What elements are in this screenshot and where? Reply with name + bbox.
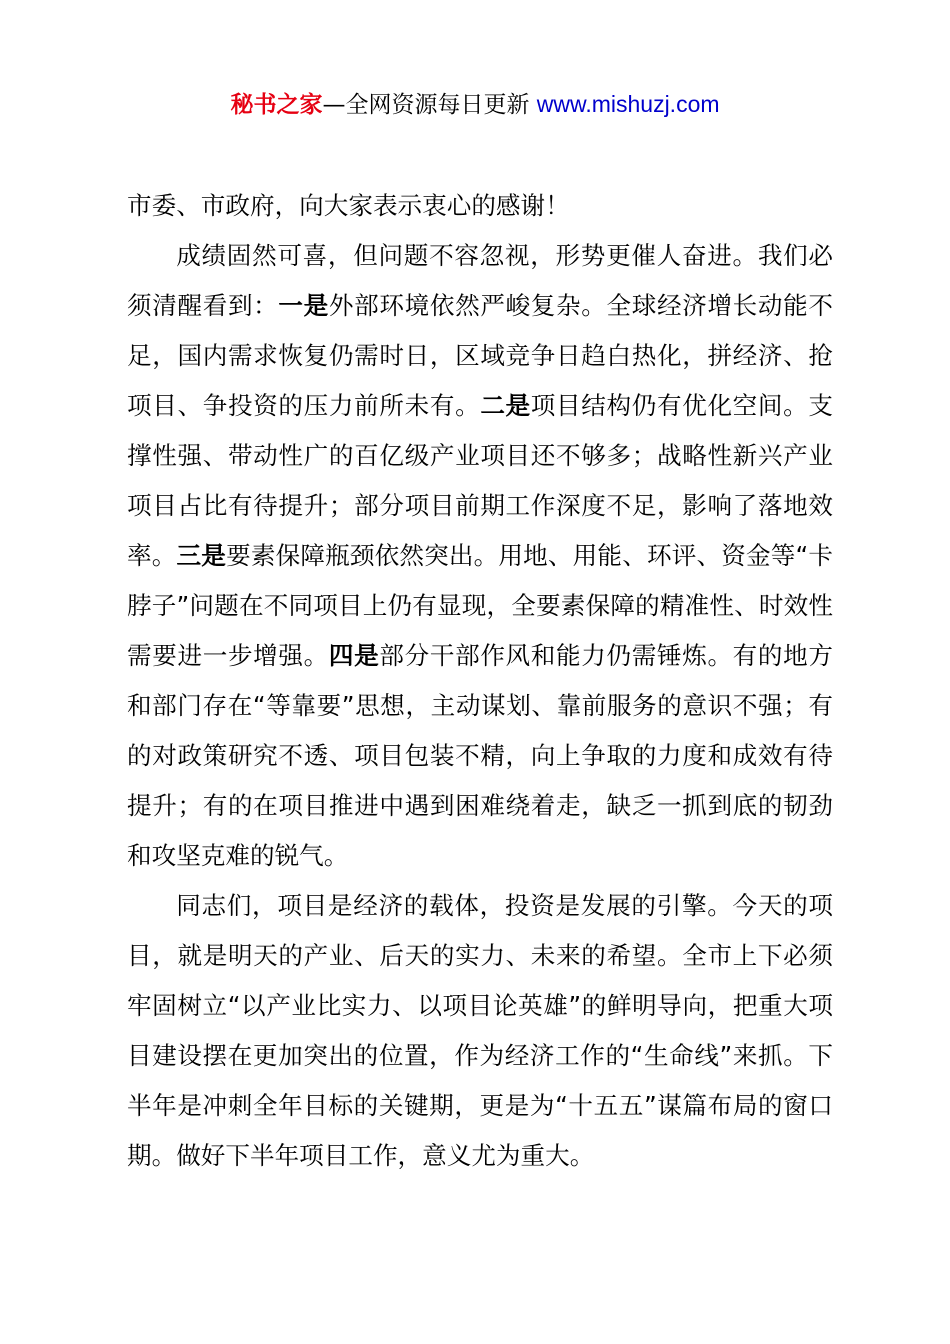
paragraph-2 [127, 231, 833, 881]
paragraph-1 [127, 181, 833, 231]
point-marker-2: 二是 [480, 391, 531, 420]
point-marker-4: 四是 [328, 641, 380, 670]
paragraph-text: 部分干部作风和能力仍需锤炼。有的地方和部门存在“等靠要”思想，主动谋划、靠前服务的意识不强；有的对政策研究不透、项目包装不精，向上争取的力度和成效有待提升；有的在项目推进中遇到困难绕着走，缺乏一抓到底的韧劲和攻坚克难的锐气。 [127, 641, 833, 870]
site-tagline: —全网资源每日更新 [322, 92, 537, 118]
document-body [127, 181, 833, 1181]
paragraph-text: 成绩固然可喜，但问题不容忽视，形势更催人奋进。我们必须清醒看到： [127, 241, 833, 320]
point-marker-1: 一是 [278, 291, 329, 320]
point-marker-3: 三是 [176, 541, 227, 570]
paragraph-text: 项目结构仍有优化空间。支撑性强、带动性广的百亿级产业项目还不够多；战略性新兴产业项目占比有待提升；部分项目前期工作深度不足，影响了落地效率。 [127, 391, 833, 570]
site-url-link[interactable]: www.mishuzj.com [536, 91, 720, 117]
paragraph-3 [127, 881, 833, 1181]
paragraph-text: 市委、市政府，向大家表示衷心的感谢！ [127, 191, 570, 220]
paragraph-text: 同志们，项目是经济的载体，投资是发展的引擎。今天的项目，就是明天的产业、后天的实力、未来的希望。全市上下必须牢固树立“以产业比实力、以项目论英雄”的鲜明导向，把重大项目建设摆在更加突出的位置，作为经济工作的“生命线”来抓。下半年是冲刺全年目标的关键期，更是为“十五五”谋篇布局的窗口期。做好下半年项目工作，意义尤为重大。 [127, 891, 833, 1170]
paragraph-text: 外部环境依然严峻复杂。全球经济增长动能不足，国内需求恢复仍需时日，区域竞争日趋白热化，拼经济、抢项目、争投资的压力前所未有。 [127, 291, 833, 420]
page-header [0, 86, 950, 123]
site-brand[interactable]: 秘书之家 [230, 92, 323, 118]
paragraph-text: 要素保障瓶颈依然突出。用地、用能、环评、资金等“卡脖子”问题在不同项目上仍有显现，全要素保障的精准性、时效性需要进一步增强。 [127, 541, 833, 670]
